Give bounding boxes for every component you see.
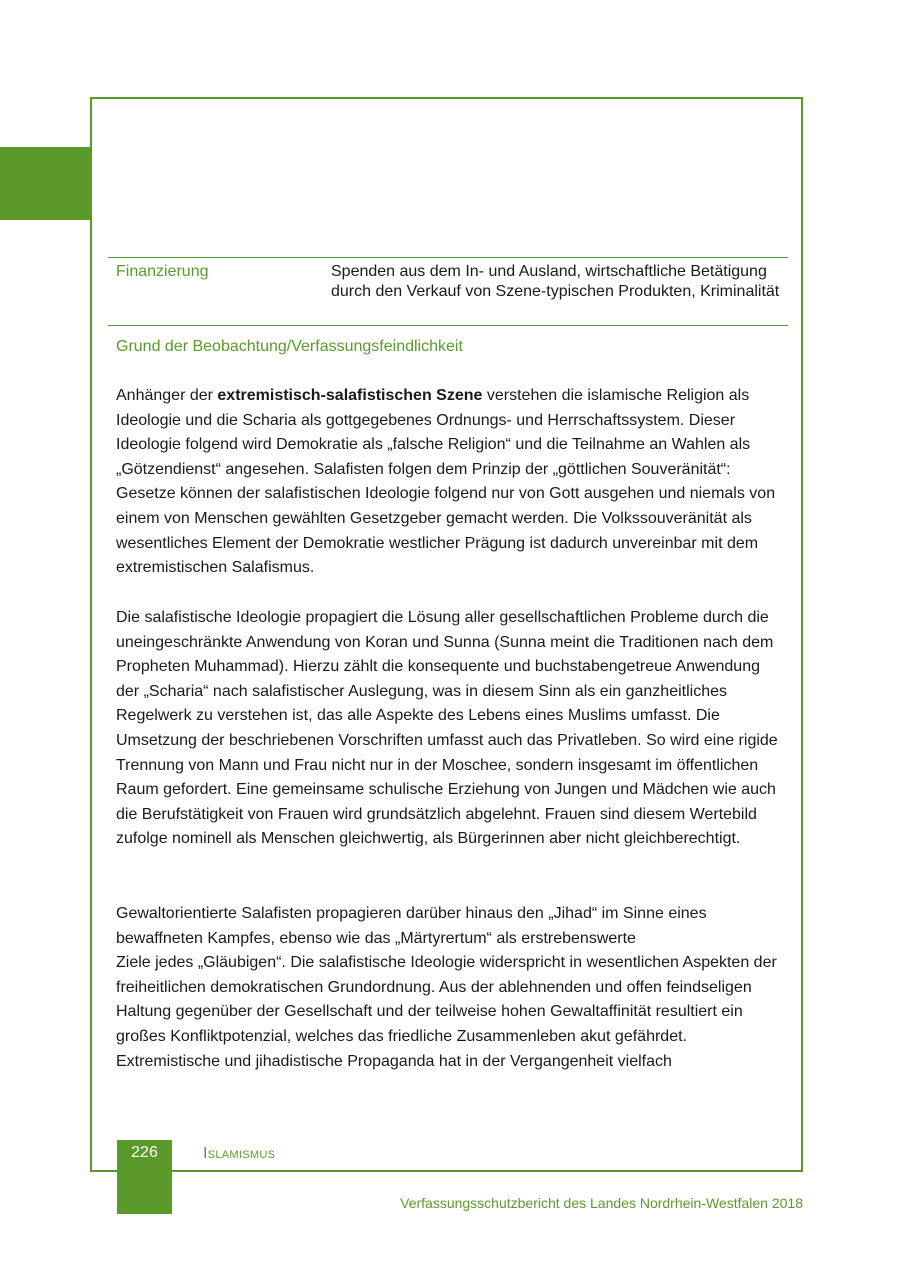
paragraph-3-line-2: Ziele jedes „Gläubigen“. Die salafistische Ideologie widerspricht in wesentlichen Aspekten der freiheitlichen demokratischen Grundordnung. Aus der ablehnenden und offen feindseligen Haltung gegenüber der Gesellschaft und der teilweise hohen Gewaltaffinität resultiert ein großes Konfliktpotenzial, welches das friedliche Zusammenleben akut gefährdet. — [116, 954, 777, 1045]
finance-label: Finanzierung — [116, 263, 209, 280]
side-color-tab — [0, 147, 91, 220]
finance-value: Spenden aus dem In- und Ausland, wirtschaftliche Betätigung durch den Verkauf von Szene-typischen Produkten, Kriminalität — [331, 263, 780, 300]
table-bottom-rule — [108, 325, 788, 326]
chapter-title: Islamismus — [203, 1145, 276, 1162]
table-top-rule — [108, 257, 788, 258]
paragraph-3-line-1: Gewaltorientierte Salafisten propagieren darüber hinaus den „Jihad“ im Sinne eines bewaffneten Kampfes, ebenso wie das „Märtyrertum“ als erstrebenswerte — [116, 905, 707, 947]
paragraph-3-line-3: Extremistische und jihadistische Propaganda hat in der Vergangenheit vielfach — [116, 1052, 672, 1070]
paragraph-1-rest: verstehen die islamische Religion als Ideologie und die Scharia als gottgegebenes Ordnungs- und Herrschaftssystem. Dieser Ideologie folgend wird Demokratie als „falsche Religion“ und die Teilnahme an Wahlen als „Götzendienst“ angesehen. Salafisten folgen dem Prinzip der „göttlichen Souveränität“: Gesetze können der salafistischen Ideologie folgend nur von Gott ausgehen und niemals von einem von Menschen gewählten Gesetzgeber gemacht werden. Die Volkssouveränität als wesentliches Element der Demokratie westlicher Prägung ist dadurch unvereinbar mit dem extremistischen Salafismus. — [116, 387, 776, 577]
paragraph-3 — [116, 902, 778, 1074]
paragraph-1 — [116, 384, 778, 581]
paragraph-1-start: Anhänger der — [116, 387, 218, 404]
footer-publication: Verfassungsschutzbericht des Landes Nordrhein-Westfalen 2018 — [400, 1195, 803, 1211]
section-heading: Grund der Beobachtung/Verfassungsfeindlichkeit — [116, 338, 463, 355]
page-number: 226 — [117, 1140, 172, 1214]
paragraph-2: Die salafistische Ideologie propagiert die Lösung aller gesellschaftlichen Probleme durch die uneingeschränkte Anwendung von Koran und Sunna (Sunna meint die Traditionen nach dem Propheten Muhammad). Hierzu zählt die konsequente und buchstabengetreue Anwendung der „Scharia“ nach salafistischer Auslegung, was in diesem Sinn als ein ganzheitliches Regelwerk zu verstehen ist, das alle Aspekte des Lebens eines Muslims umfasst. Die Umsetzung der beschriebenen Vorschriften umfasst auch das Privatleben. So wird eine rigide Trennung von Mann und Frau nicht nur in der Moschee, sondern insgesamt im öffentlichen Raum gefordert. Eine gemeinsame schulische Erziehung von Jungen und Mädchen wie auch die Berufstätigkeit von Frauen wird grundsätzlich abgelehnt. Frauen sind diesem Wertebild zufolge nominell als Menschen gleichwertig, als Bürgerinnen aber nicht gleichberechtigt. — [116, 609, 778, 848]
paragraph-1-bold: extremistisch-salafistischen Szene — [217, 387, 483, 404]
